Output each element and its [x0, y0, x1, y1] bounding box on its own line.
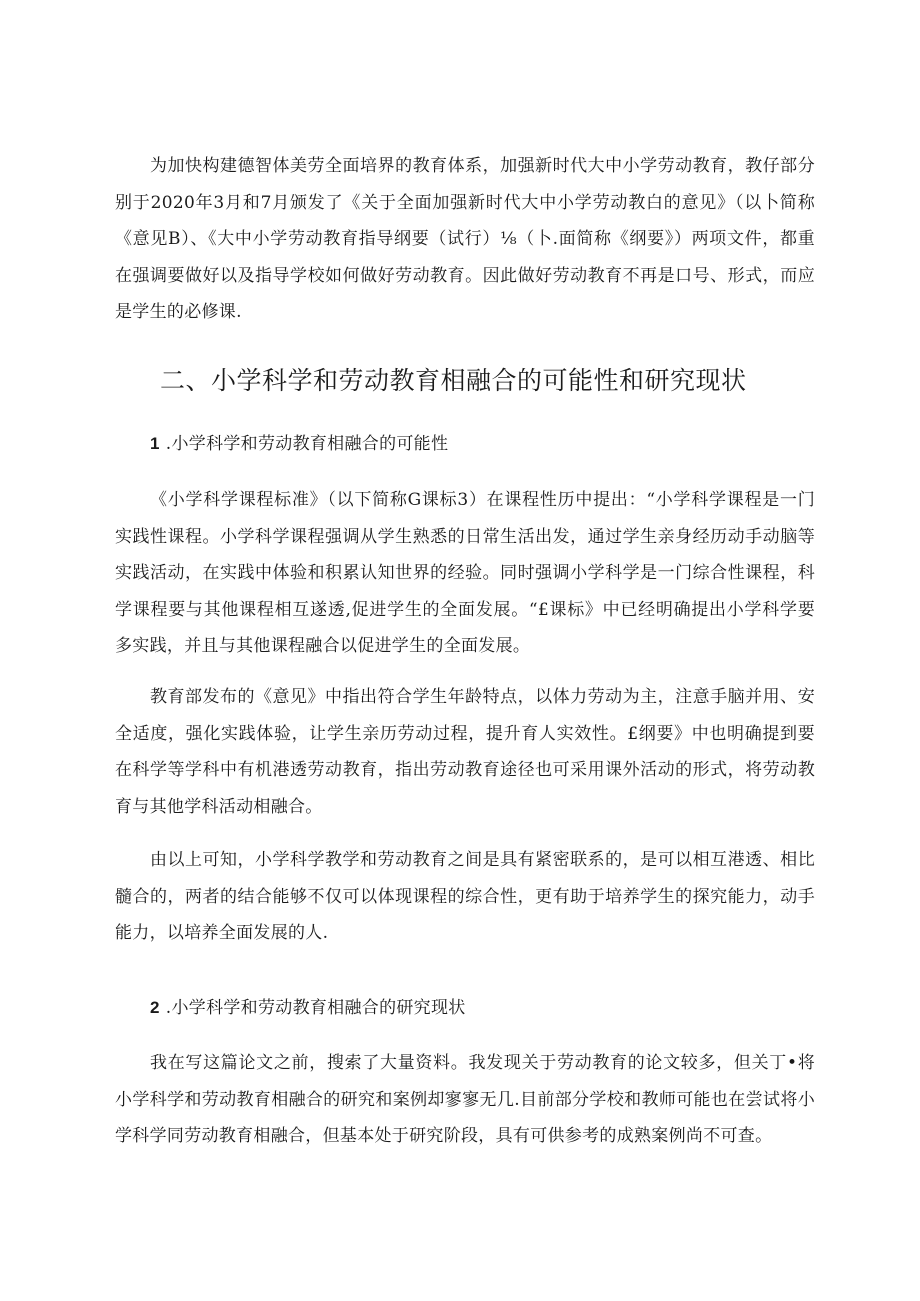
- section-heading: 二、小学科学和劳动教育相融合的可能性和研究现状: [160, 366, 747, 395]
- subsection-1-paragraph-3: 由以上可知，小学科学教学和劳动教育之间是具有紧密联系的，是可以相互港透、相比髓合的，两者的结合能够不仅可以体现课程的综合性，更有助于培养学生的探究能力，动手能力，以培养全面发展的人.: [115, 850, 815, 943]
- subsection-2-title: .小学科学和劳动教育相融合的研究现状: [165, 998, 466, 1018]
- subsection-1-title: .小学科学和劳动教育相融合的可能性: [165, 434, 449, 454]
- subsection-1-number: 1: [150, 434, 160, 453]
- subsection-2-number: 2: [150, 998, 160, 1017]
- subsection-1-paragraph-2: 教育部发布的《意见》中指出符合学生年龄特点，以体力劳动为主，注意手脑并用、安全适度，强化实践体验，让学生亲历劳动过程，提升育人实效性。£纲要》中也明确提到要在科学等学科中有机港透劳动教育，指出劳动教育途径也可采用课外活动的形式，将劳动教育与其他学科活动相融合。: [115, 687, 815, 817]
- subsection-2-paragraph-1: 我在写这篇论文之前，搜索了大量资料。我发现关于劳动教育的论文较多，但关丁•将小学科学和劳动教育相融合的研究和案例却寥寥无几.目前部分学校和教师可能也在尝试将小学科学同劳动教育相融合，但基本处于研究阶段，具有可供参考的成熟案例尚不可查。: [115, 1053, 815, 1146]
- intro-paragraph: 为加快构建德智体美劳全面培界的教育体系，加强新时代大中小学劳动教育，教仔部分别于2020年3月和7月颁发了《关于全面加强新时代大中小学劳动教白的意见》（以卜简称《意见B）、《大中小学劳动教育指导纲要（试行）⅛（卜.面简称《纲要》）两项文件，都重在强调要做好以及指导学校如何做好劳动教育。因此做好劳动教育不再是口号、形式，而应是学生的必修课.: [115, 156, 815, 322]
- subsection-1-heading: [150, 432, 448, 456]
- subsection-2-heading: [150, 996, 466, 1020]
- subsection-1-paragraph-1: 《小学科学课程标准》（以下简称G课标3）在课程性历中提出：“小学科学课程是一门实践性课程。小学科学课程强调从学生熟悉的日常生活出发，通过学生亲身经历动手动脑等实践活动，在实践中体验和积累认知世界的经验。同时强调小学科学是一门综合性课程，科学课程要与其他课程相互遂透,促进学生的全面发展。“£课标》中已经明确提出小学科学要多实践，并且与其他课程融合以促进学生的全面发展。: [115, 490, 815, 656]
